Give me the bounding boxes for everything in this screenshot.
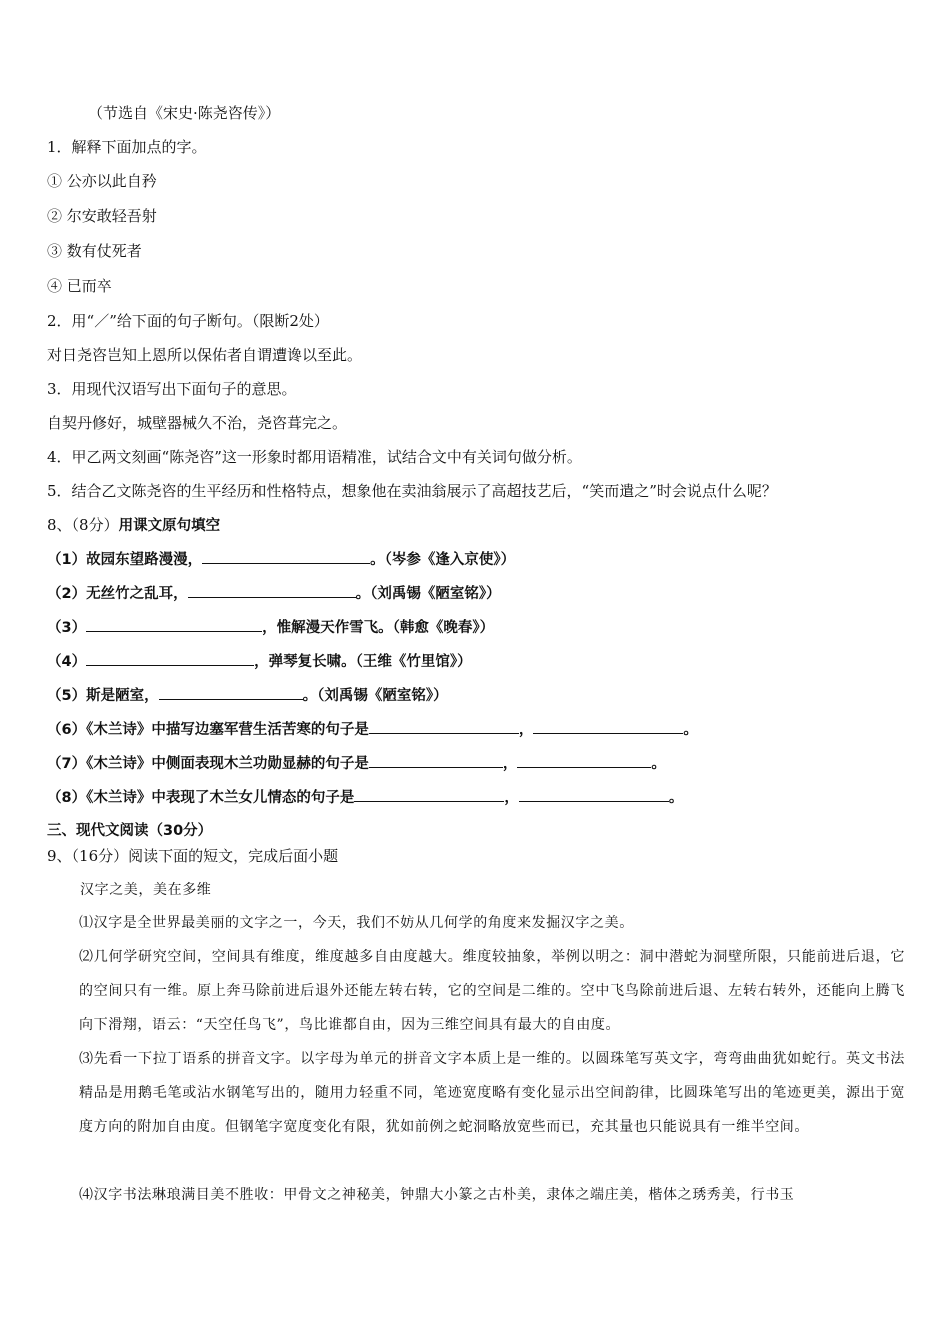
answer-blank[interactable]: [202, 549, 370, 564]
answer-blank[interactable]: [159, 685, 303, 700]
article-paragraph-3: ⑶先看一下拉丁语系的拼音文字。以字母为单元的拼音文字本质上是一维的。以圆珠笔写英文字，弯弯曲曲犹如蛇行。英文书法精品是用鹅毛笔或沾水钢笔写出的，随用力轻重不同，笔迹宽度略有变化显示出空间韵律，比圆珠笔写出的笔迹更美，源出于宽度方向的附加自由度。但钢笔字宽度变化有限，犹如前例之蛇洞略放宽些而已，充其量也只能说具有一维半空间。: [79, 1051, 905, 1135]
question-1: 1．解释下面加点的字。: [47, 138, 207, 156]
answer-blank[interactable]: [354, 787, 504, 802]
question-9: 9、（16分）阅读下面的短文，完成后面小题: [47, 847, 339, 865]
question-2: 2．用“／”给下面的句子断句。（限断2处）: [47, 312, 329, 330]
section8-title: 用课文原句填空: [118, 518, 221, 534]
fill-item-2: （2）无丝竹之乱耳， 。（刘禹锡《陋室铭》）: [47, 583, 501, 604]
q2-text: 对日尧咨岂知上恩所以保佑者自谓遭谗以至此。: [47, 346, 363, 364]
q1-item-3: ③ 数有仗死者: [47, 242, 142, 260]
section3-heading: 三、现代文阅读（30分）: [47, 823, 213, 839]
question-5: 5．结合乙文陈尧咨的生平经历和性格特点，想象他在卖油翁展示了高超技艺后，“笑而遣之”时会说点什么呢？: [47, 482, 777, 500]
answer-blank[interactable]: [188, 583, 356, 598]
answer-blank[interactable]: [369, 753, 503, 768]
q3-text: 自契丹修好，城壁器械久不治，尧咨葺完之。: [47, 414, 348, 432]
section8-prefix: 8、（8分）: [47, 516, 119, 534]
question-3: 3．用现代汉语写出下面句子的意思。: [47, 380, 297, 398]
answer-blank[interactable]: [517, 753, 651, 768]
article-title: 汉字之美，美在多维: [80, 882, 212, 898]
fill-item-6: （6）《木兰诗》中描写边塞军营生活苦寒的句子是 ， 。: [47, 719, 698, 740]
fill-item-4: （4） ，弹琴复长啸。（王维《竹里馆》）: [47, 651, 472, 672]
answer-blank[interactable]: [519, 787, 669, 802]
fill-item-3: （3） ，惟解漫天作雪飞。（韩愈《晚春》）: [47, 617, 494, 638]
q1-item-4: ④ 已而卒: [47, 277, 112, 295]
answer-blank[interactable]: [369, 719, 519, 734]
answer-blank[interactable]: [86, 617, 262, 632]
article-paragraph-2: ⑵几何学研究空间，空间具有维度，维度越多自由度越大。维度较抽象，举例以明之：洞中潜蛇为洞壁所限，只能前进后退，它的空间只有一维。原上奔马除前进后退外还能左转右转，它的空间是二维的。空中飞鸟除前进后退、左转右转外，还能向上腾飞向下滑翔，语云：“天空任鸟飞”，鸟比谁都自由，因为三维空间具有最大的自由度。: [79, 949, 905, 1033]
fill-item-1: （1）故园东望路漫漫， 。（岑参《逢入京使》）: [47, 549, 515, 570]
section8-heading: [47, 515, 220, 536]
fill-item-7: （7）《木兰诗》中侧面表现木兰功勋显赫的句子是 ， 。: [47, 753, 666, 774]
question-4: 4．甲乙两文刻画“陈尧咨”这一形象时都用语精准，试结合文中有关词句做分析。: [47, 448, 582, 466]
source-note: （节选自《宋史·陈尧咨传》）: [88, 104, 281, 122]
answer-blank[interactable]: [86, 651, 254, 666]
q1-item-1: ① 公亦以此自矜: [47, 172, 157, 190]
fill-item-8: （8）《木兰诗》中表现了木兰女儿情态的句子是 ， 。: [47, 787, 683, 808]
article-paragraph-4: ⑷汉字书法琳琅满目美不胜收：甲骨文之神秘美，钟鼎大小篆之古朴美，隶体之端庄美，楷体之琇秀美，行书玉: [79, 1187, 795, 1203]
answer-blank[interactable]: [533, 719, 683, 734]
q1-item-2: ② 尔安敢轻吾射: [47, 207, 157, 225]
fill-item-5: （5）斯是陋室， 。（刘禹锡《陋室铭》）: [47, 685, 448, 706]
article-paragraph-1: ⑴汉字是全世界最美丽的文字之一，今天，我们不妨从几何学的角度来发掘汉字之美。: [79, 915, 634, 931]
